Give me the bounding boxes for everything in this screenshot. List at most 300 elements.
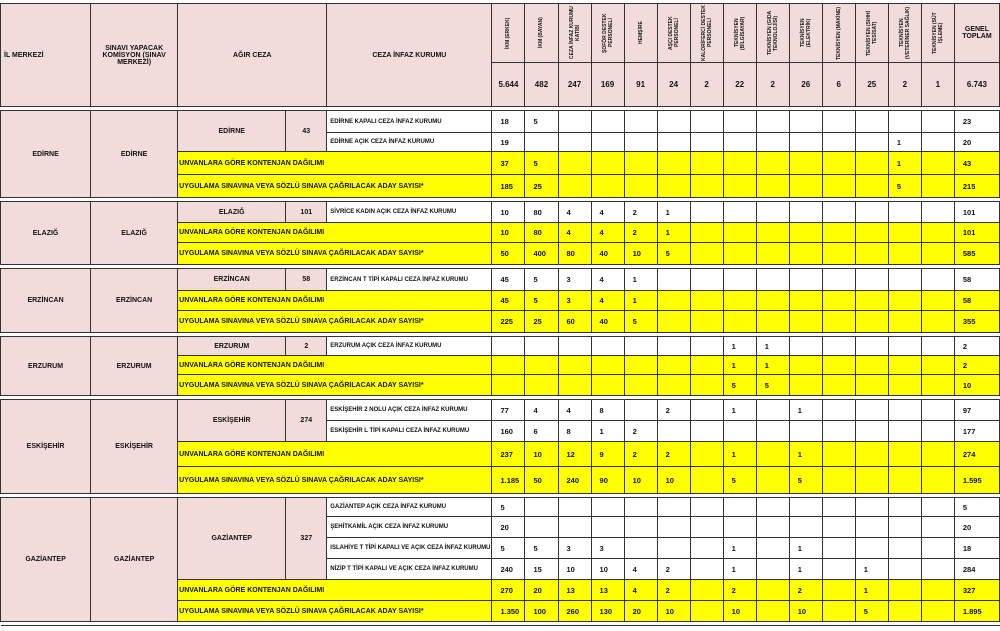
kontenjan-value: 2 <box>789 580 822 601</box>
kontenjan-value: 4 <box>558 223 591 243</box>
cagrilacak-value: 5 <box>888 175 921 198</box>
value-cell <box>822 202 855 223</box>
cagrilacak-value: 260 <box>558 601 591 622</box>
institution-name: ERZURUM AÇIK CEZA İNFAZ KURUMU <box>327 337 492 356</box>
cagrilacak-value <box>756 601 789 622</box>
value-cell <box>855 421 888 442</box>
value-cell <box>690 538 723 559</box>
kontenjan-value <box>756 223 789 243</box>
cagrilacak-value <box>723 175 756 198</box>
value-cell <box>690 559 723 580</box>
kontenjan-label: UNVANLARA GÖRE KONTENJAN DAĞILIMI <box>178 291 492 311</box>
table-row <box>1 202 1000 223</box>
value-cell <box>888 111 921 133</box>
kontenjan-total: 43 <box>954 152 999 175</box>
kontenjan-value <box>723 291 756 311</box>
value-cell <box>591 498 624 517</box>
value-cell: 80 <box>525 202 558 223</box>
kontenjan-value <box>888 291 921 311</box>
kontenjan-value <box>888 356 921 375</box>
value-cell <box>591 337 624 356</box>
kontenjan-value <box>624 152 657 175</box>
kontenjan-value: 2 <box>657 580 690 601</box>
value-cell <box>888 269 921 291</box>
table-body <box>1 107 1000 626</box>
institution-name: ESKİŞEHİR L TİPİ KAPALI CEZA İNFAZ KURUMU <box>327 421 492 442</box>
cagrilacak-value <box>855 311 888 333</box>
value-cell <box>855 337 888 356</box>
cagrilacak-value <box>525 375 558 396</box>
value-cell: 2 <box>624 202 657 223</box>
header-col-3 <box>591 4 624 63</box>
kontenjan-value <box>756 291 789 311</box>
cagrilacak-value: 240 <box>558 467 591 494</box>
kontenjan-value <box>921 580 954 601</box>
institution-name: EDİRNE KAPALI CEZA İNFAZ KURUMU <box>327 111 492 133</box>
kontenjan-value <box>756 580 789 601</box>
kontenjan-value: 1 <box>723 356 756 375</box>
table-header <box>1 4 1000 107</box>
cagrilacak-value <box>756 311 789 333</box>
cagrilacak-value: 40 <box>591 243 624 265</box>
cagrilacak-value <box>789 243 822 265</box>
kontenjan-value <box>921 442 954 467</box>
header-col-label: CEZA İNFAZ KURUMU KATİBİ <box>568 6 581 60</box>
kontenjan-value: 10 <box>492 223 525 243</box>
value-cell: 160 <box>492 421 525 442</box>
kontenjan-value: 2 <box>723 580 756 601</box>
kontenjan-value <box>756 442 789 467</box>
separator-cell <box>1 622 1000 626</box>
kontenjan-value <box>888 223 921 243</box>
kontenjan-value <box>558 152 591 175</box>
institution-name: GAZİANTEP AÇIK CEZA İNFAZ KURUMU <box>327 498 492 517</box>
value-cell <box>690 111 723 133</box>
row-total: 97 <box>954 400 999 421</box>
value-cell <box>525 337 558 356</box>
header-col-7 <box>723 4 756 63</box>
kontenjan-value: 2 <box>657 442 690 467</box>
kontenjan-value <box>558 356 591 375</box>
cagrilacak-value <box>657 311 690 333</box>
kontenjan-value <box>789 152 822 175</box>
cagrilacak-label: UYGULAMA SINAVINA VEYA SÖZLÜ SINAVA ÇAĞRILACAK ADAY SAYISI* <box>178 311 492 333</box>
kontenjan-value: 1 <box>723 442 756 467</box>
cagrilacak-total: 215 <box>954 175 999 198</box>
header-col-8 <box>756 4 789 63</box>
cagrilacak-value: 1.185 <box>492 467 525 494</box>
cagrilacak-value <box>822 175 855 198</box>
institution-name: NİZİP T TİPİ KAPALI VE AÇIK CEZA İNFAZ KURUMU <box>327 559 492 580</box>
value-cell: 20 <box>492 517 525 538</box>
header-col-label: TEKNİSYEN (MAKİNE) <box>835 6 842 60</box>
cagrilacak-value: 25 <box>525 311 558 333</box>
kontenjan-value <box>822 442 855 467</box>
value-cell <box>624 111 657 133</box>
row-total: 101 <box>954 202 999 223</box>
cagrilacak-value <box>558 175 591 198</box>
kontenjan-value <box>690 580 723 601</box>
kontenjan-value: 4 <box>591 291 624 311</box>
value-cell <box>888 538 921 559</box>
value-cell: 19 <box>492 133 525 152</box>
quota-table <box>0 3 1000 626</box>
kontenjan-value <box>855 152 888 175</box>
header-total-5: 24 <box>657 63 690 107</box>
value-cell: 1 <box>888 133 921 152</box>
cagrilacak-value: 5 <box>723 467 756 494</box>
kontenjan-total: 327 <box>954 580 999 601</box>
value-cell: 1 <box>789 538 822 559</box>
cagrilacak-value: 5 <box>657 243 690 265</box>
cagrilacak-value <box>855 375 888 396</box>
agir-ceza-num: 2 <box>286 337 327 356</box>
kontenjan-value <box>723 223 756 243</box>
value-cell <box>855 498 888 517</box>
header-grand-total: 6.743 <box>954 63 999 107</box>
kontenjan-value: 13 <box>558 580 591 601</box>
value-cell <box>921 538 954 559</box>
value-cell <box>888 559 921 580</box>
cagrilacak-total: 585 <box>954 243 999 265</box>
region-komisyon: ESKİŞEHİR <box>91 400 178 494</box>
value-cell <box>855 538 888 559</box>
value-cell <box>657 111 690 133</box>
region-il: GAZİANTEP <box>1 498 91 622</box>
cagrilacak-value: 10 <box>723 601 756 622</box>
header-genel-toplam: GENEL TOPLAM <box>954 4 999 63</box>
institution-name: EDİRNE AÇIK CEZA İNFAZ KURUMU <box>327 133 492 152</box>
header-col-label: HEMŞİRE <box>637 21 644 45</box>
value-cell <box>921 498 954 517</box>
cagrilacak-value <box>657 375 690 396</box>
value-cell <box>492 337 525 356</box>
cagrilacak-value: 10 <box>624 243 657 265</box>
value-cell <box>789 133 822 152</box>
kontenjan-value: 12 <box>558 442 591 467</box>
value-cell <box>921 269 954 291</box>
kontenjan-value <box>789 223 822 243</box>
row-total: 20 <box>954 133 999 152</box>
header-kurum: CEZA İNFAZ KURUMU <box>327 4 492 107</box>
value-cell <box>855 111 888 133</box>
value-cell <box>558 498 591 517</box>
cagrilacak-value: 50 <box>525 467 558 494</box>
agir-ceza-name: ERZURUM <box>178 337 286 356</box>
value-cell: 4 <box>558 202 591 223</box>
agir-ceza-num: 58 <box>286 269 327 291</box>
cagrilacak-value <box>558 375 591 396</box>
agir-ceza-num: 327 <box>286 498 327 580</box>
header-col-9 <box>789 4 822 63</box>
value-cell <box>723 269 756 291</box>
kontenjan-value: 3 <box>558 291 591 311</box>
header-agir-ceza: AĞIR CEZA <box>178 4 327 107</box>
value-cell <box>624 517 657 538</box>
cagrilacak-label: UYGULAMA SINAVINA VEYA SÖZLÜ SINAVA ÇAĞRILACAK ADAY SAYISI* <box>178 175 492 198</box>
cagrilacak-value: 185 <box>492 175 525 198</box>
value-cell: 4 <box>624 559 657 580</box>
region-komisyon: ERZİNCAN <box>91 269 178 333</box>
value-cell <box>657 517 690 538</box>
cagrilacak-value <box>624 375 657 396</box>
cagrilacak-value: 60 <box>558 311 591 333</box>
value-cell: 10 <box>591 559 624 580</box>
value-cell <box>822 498 855 517</box>
header-col-11 <box>855 4 888 63</box>
value-cell <box>822 517 855 538</box>
value-cell <box>591 517 624 538</box>
value-cell <box>756 269 789 291</box>
kontenjan-label: UNVANLARA GÖRE KONTENJAN DAĞILIMI <box>178 442 492 467</box>
cagrilacak-value <box>492 375 525 396</box>
kontenjan-value: 1 <box>657 223 690 243</box>
kontenjan-value <box>789 291 822 311</box>
kontenjan-label: UNVANLARA GÖRE KONTENJAN DAĞILIMI <box>178 223 492 243</box>
value-cell <box>789 421 822 442</box>
cagrilacak-value <box>756 243 789 265</box>
cagrilacak-value: 1.350 <box>492 601 525 622</box>
institution-name: ERZİNCAN T TİPİ KAPALI CEZA İNFAZ KURUMU <box>327 269 492 291</box>
value-cell <box>723 133 756 152</box>
header-col-2 <box>558 4 591 63</box>
value-cell <box>888 337 921 356</box>
kontenjan-value <box>822 291 855 311</box>
value-cell <box>657 498 690 517</box>
agir-ceza-num: 101 <box>286 202 327 223</box>
agir-ceza-num: 274 <box>286 400 327 442</box>
kontenjan-label: UNVANLARA GÖRE KONTENJAN DAĞILIMI <box>178 152 492 175</box>
row-total: 177 <box>954 421 999 442</box>
kontenjan-value: 80 <box>525 223 558 243</box>
header-total-4: 91 <box>624 63 657 107</box>
cagrilacak-value: 10 <box>624 467 657 494</box>
value-cell: 2 <box>624 421 657 442</box>
value-cell <box>855 133 888 152</box>
value-cell <box>756 538 789 559</box>
value-cell <box>921 133 954 152</box>
cagrilacak-value <box>690 467 723 494</box>
value-cell <box>789 498 822 517</box>
cagrilacak-value: 100 <box>525 601 558 622</box>
value-cell: 1 <box>723 337 756 356</box>
header-total-8: 2 <box>756 63 789 107</box>
value-cell: 8 <box>558 421 591 442</box>
row-total: 58 <box>954 269 999 291</box>
cagrilacak-value <box>690 601 723 622</box>
value-cell: 4 <box>558 400 591 421</box>
header-total-3: 169 <box>591 63 624 107</box>
value-cell <box>888 517 921 538</box>
row-total: 18 <box>954 538 999 559</box>
value-cell: 3 <box>591 538 624 559</box>
kontenjan-value <box>690 291 723 311</box>
value-cell <box>822 538 855 559</box>
value-cell: 5 <box>492 498 525 517</box>
value-cell: 1 <box>789 559 822 580</box>
value-cell <box>690 498 723 517</box>
cagrilacak-label: UYGULAMA SINAVINA VEYA SÖZLÜ SINAVA ÇAĞRILACAK ADAY SAYISI* <box>178 467 492 494</box>
value-cell <box>690 517 723 538</box>
cagrilacak-value <box>723 311 756 333</box>
header-col-label: İKM (BAYAN) <box>538 17 545 49</box>
header-total-9: 26 <box>789 63 822 107</box>
kontenjan-value <box>855 291 888 311</box>
value-cell <box>657 538 690 559</box>
value-cell: 5 <box>525 269 558 291</box>
header-col-label: TEKNİSYEN (GIDA TEKNOLOJİSİ) <box>766 10 779 56</box>
value-cell: 6 <box>525 421 558 442</box>
row-total: 5 <box>954 498 999 517</box>
value-cell: 15 <box>525 559 558 580</box>
value-cell <box>525 133 558 152</box>
cagrilacak-value <box>921 601 954 622</box>
agir-ceza-num: 43 <box>286 111 327 152</box>
cagrilacak-value: 5 <box>723 375 756 396</box>
value-cell <box>789 337 822 356</box>
kontenjan-value: 237 <box>492 442 525 467</box>
header-col-label: TEKNİSYEN (SIHHİ TESİSAT) <box>865 10 878 56</box>
cagrilacak-value <box>921 375 954 396</box>
kontenjan-value: 1 <box>624 291 657 311</box>
kontenjan-value: 20 <box>525 580 558 601</box>
cagrilacak-value <box>822 375 855 396</box>
kontenjan-value: 5 <box>525 291 558 311</box>
header-col-10 <box>822 4 855 63</box>
cagrilacak-value: 80 <box>558 243 591 265</box>
value-cell <box>888 498 921 517</box>
header-total-10: 6 <box>822 63 855 107</box>
value-cell: 5 <box>492 538 525 559</box>
kontenjan-total: 274 <box>954 442 999 467</box>
institution-name: ŞEHİTKAMİL AÇIK CEZA İNFAZ KURUMU <box>327 517 492 538</box>
value-cell: 2 <box>657 559 690 580</box>
table-row <box>1 269 1000 291</box>
value-cell <box>756 421 789 442</box>
value-cell: 1 <box>657 202 690 223</box>
row-total: 2 <box>954 337 999 356</box>
kontenjan-value <box>591 152 624 175</box>
value-cell: 10 <box>492 202 525 223</box>
value-cell <box>921 111 954 133</box>
kontenjan-value: 1 <box>888 152 921 175</box>
region-il: EDİRNE <box>1 111 91 198</box>
cagrilacak-value <box>756 467 789 494</box>
header-col-label: TEKNİSYEN (SÜT İŞLEME) <box>931 12 944 54</box>
cagrilacak-value <box>723 243 756 265</box>
cagrilacak-value <box>888 601 921 622</box>
header-col-label: TEKNİSYEN (VETERİNER SAĞLIK) <box>898 6 911 60</box>
institution-name: ISLAHİYE T TİPİ KAPALI VE AÇIK CEZA İNFAZ KURUMU <box>327 538 492 559</box>
kontenjan-value <box>690 356 723 375</box>
value-cell <box>855 400 888 421</box>
cagrilacak-value: 5 <box>624 311 657 333</box>
value-cell <box>624 498 657 517</box>
cagrilacak-value: 225 <box>492 311 525 333</box>
kontenjan-value <box>822 356 855 375</box>
header-col-label: TEKNİSYEN (ELEKTRİK) <box>799 18 812 48</box>
value-cell <box>888 421 921 442</box>
value-cell: 240 <box>492 559 525 580</box>
cagrilacak-value <box>690 243 723 265</box>
value-cell: 4 <box>591 269 624 291</box>
cagrilacak-value <box>822 601 855 622</box>
header-komisyon: SINAVI YAPACAK KOMİSYON (SINAV MERKEZİ) <box>91 4 178 107</box>
header-total-6: 2 <box>690 63 723 107</box>
value-cell <box>888 202 921 223</box>
value-cell <box>723 202 756 223</box>
value-cell: 4 <box>591 202 624 223</box>
cagrilacak-value: 10 <box>789 601 822 622</box>
header-col-label: İKM (ERKEK) <box>505 17 512 49</box>
kontenjan-value <box>855 223 888 243</box>
value-cell <box>921 421 954 442</box>
cagrilacak-value <box>657 175 690 198</box>
cagrilacak-value <box>690 175 723 198</box>
value-cell <box>756 517 789 538</box>
kontenjan-value <box>690 223 723 243</box>
agir-ceza-name: GAZİANTEP <box>178 498 286 580</box>
value-cell <box>789 517 822 538</box>
header-col-label: KALORİFERCİ DESTEK PERSONELİ <box>700 5 713 61</box>
value-cell <box>822 133 855 152</box>
kontenjan-value <box>624 356 657 375</box>
value-cell: 3 <box>558 269 591 291</box>
kontenjan-total: 2 <box>954 356 999 375</box>
value-cell: 77 <box>492 400 525 421</box>
value-cell <box>690 133 723 152</box>
agir-ceza-name: ELAZIĞ <box>178 202 286 223</box>
kontenjan-value: 1 <box>789 442 822 467</box>
kontenjan-value: 270 <box>492 580 525 601</box>
value-cell <box>690 400 723 421</box>
kontenjan-value <box>888 442 921 467</box>
cagrilacak-total: 355 <box>954 311 999 333</box>
header-col-label: TEKNİSYEN (BİLGİSAYAR) <box>733 16 746 50</box>
kontenjan-value <box>822 580 855 601</box>
header-col-5 <box>657 4 690 63</box>
header-col-label: AŞÇI DESTEK PERSONELİ <box>667 16 680 50</box>
value-cell <box>921 517 954 538</box>
kontenjan-value: 2 <box>624 442 657 467</box>
kontenjan-value <box>789 356 822 375</box>
region-il: ERZİNCAN <box>1 269 91 333</box>
region-il: ESKİŞEHİR <box>1 400 91 494</box>
value-cell <box>690 421 723 442</box>
header-il-merkezi: İL MERKEZİ <box>1 4 91 107</box>
agir-ceza-name: ERZİNCAN <box>178 269 286 291</box>
kontenjan-value <box>921 223 954 243</box>
kontenjan-label: UNVANLARA GÖRE KONTENJAN DAĞILIMI <box>178 356 492 375</box>
header-col-6 <box>690 4 723 63</box>
value-cell <box>921 202 954 223</box>
value-cell <box>822 269 855 291</box>
cagrilacak-value <box>888 467 921 494</box>
value-cell: 3 <box>558 538 591 559</box>
cagrilacak-value <box>921 467 954 494</box>
value-cell <box>624 337 657 356</box>
cagrilacak-value <box>591 375 624 396</box>
kontenjan-value <box>888 580 921 601</box>
cagrilacak-value <box>789 175 822 198</box>
value-cell <box>822 559 855 580</box>
value-cell <box>756 559 789 580</box>
region-komisyon: EDİRNE <box>91 111 178 198</box>
table-row <box>1 111 1000 133</box>
cagrilacak-value <box>855 243 888 265</box>
region-komisyon: GAZİANTEP <box>91 498 178 622</box>
value-cell <box>921 337 954 356</box>
